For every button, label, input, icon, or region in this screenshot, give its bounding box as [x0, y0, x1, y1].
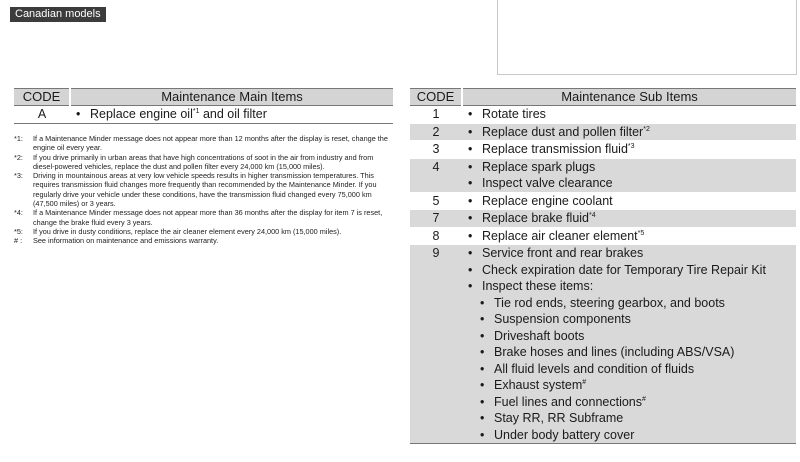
- row-items: [462, 210, 796, 228]
- list-item: • Replace transmission fluid$^{*3}$: [468, 141, 796, 158]
- sub-items-table: [410, 88, 796, 444]
- list-item: • Replace engine coolant: [468, 193, 796, 210]
- footnote: *2: If you drive primarily in urban areas that have high concentrations of soot in the air from industry and from diesel-powered vehicles, replace the dust and pollen filter every 24,000 km (15,000 miles).: [14, 152, 374, 171]
- row-code: 8: [410, 227, 462, 245]
- blank-panel: [497, 0, 797, 75]
- list-item: • Replace air cleaner element$^{*5}$: [468, 228, 796, 245]
- footnote: *4: If a Maintenance Minder message does not appear more than 36 months after the display for item 7 is reset, change the brake fluid every 3 years.: [14, 208, 383, 227]
- list-item: • Driveshaft boots: [480, 328, 796, 345]
- row-items: [462, 141, 796, 159]
- list-item: • Rotate tires: [468, 106, 796, 123]
- footnote: *5: If you drive in dusty conditions, replace the air cleaner element every 24,000 km (15,000 miles).: [14, 226, 342, 236]
- row-items: [462, 245, 796, 444]
- table-row: [14, 106, 393, 124]
- footnotes: [14, 134, 395, 246]
- row-code: A: [14, 106, 70, 124]
- list-item: • Under body battery cover: [480, 427, 796, 444]
- main-items-header: Maintenance Main Items: [70, 89, 393, 106]
- row-items: [462, 227, 796, 245]
- code-header: CODE: [14, 89, 70, 106]
- footnote: # : See information on maintenance and emissions warranty.: [14, 236, 219, 246]
- list-item: • Brake hoses and lines (including ABS/VSA): [480, 344, 796, 361]
- footnote: *1: If a Maintenance Minder message does not appear more than 12 months after the display is reset, change the engine oil every year.: [14, 134, 388, 153]
- row-items: [462, 158, 796, 192]
- row-code: 4: [410, 158, 462, 192]
- list-item: • Tie rod ends, steering gearbox, and boots: [480, 295, 796, 312]
- row-items: [462, 106, 796, 124]
- list-item: • Exhaust system#: [480, 377, 796, 394]
- list-item: • Replace engine oil$^{*1}$ and oil filter: [76, 106, 393, 123]
- table-row: [410, 106, 796, 124]
- table-row: [410, 245, 796, 444]
- row-items: [462, 192, 796, 210]
- list-item: • All fluid levels and condition of fluids: [480, 361, 796, 378]
- table-row: [410, 158, 796, 192]
- list-item: • Inspect these items:: [468, 278, 796, 295]
- row-code: 9: [410, 245, 462, 444]
- list-item: • Service front and rear brakes: [468, 245, 796, 262]
- sub-items-header: Maintenance Sub Items: [462, 89, 796, 106]
- row-code: 1: [410, 106, 462, 124]
- code-header: CODE: [410, 89, 462, 106]
- row-code: 2: [410, 123, 462, 141]
- row-items: [462, 123, 796, 141]
- main-items-table: [14, 88, 393, 124]
- table-row: [410, 141, 796, 159]
- table-row: [410, 227, 796, 245]
- table-row: [410, 192, 796, 210]
- list-item: • Fuel lines and connections#: [480, 394, 796, 411]
- list-item: • Stay RR, RR Subframe: [480, 410, 796, 427]
- table-row: [410, 210, 796, 228]
- nested-list: [462, 295, 796, 444]
- row-items: [70, 106, 393, 124]
- list-item: • Suspension components: [480, 311, 796, 328]
- row-code: 7: [410, 210, 462, 228]
- list-item: • Replace spark plugs: [468, 159, 796, 176]
- region-tag: Canadian models: [10, 7, 106, 22]
- row-code: 3: [410, 141, 462, 159]
- list-item: • Replace brake fluid$^{*4}$: [468, 210, 796, 227]
- table-row: [410, 123, 796, 141]
- list-item: • Check expiration date for Temporary Tire Repair Kit: [468, 262, 796, 279]
- list-item: • Inspect valve clearance: [468, 175, 796, 192]
- footnote: *3: Driving in mountainous areas at very low vehicle speeds results in higher transmission temperatures. This requires transmission fluid changes more frequently than recommended by the Maintenance Minder. If you regularly drive your vehicle under these conditions, have the transmission fluid changed every 75,000 km (47,500 miles) or 3 years.: [14, 171, 377, 209]
- list-item: • Replace dust and pollen filter$^{*2}$: [468, 124, 796, 141]
- row-code: 5: [410, 192, 462, 210]
